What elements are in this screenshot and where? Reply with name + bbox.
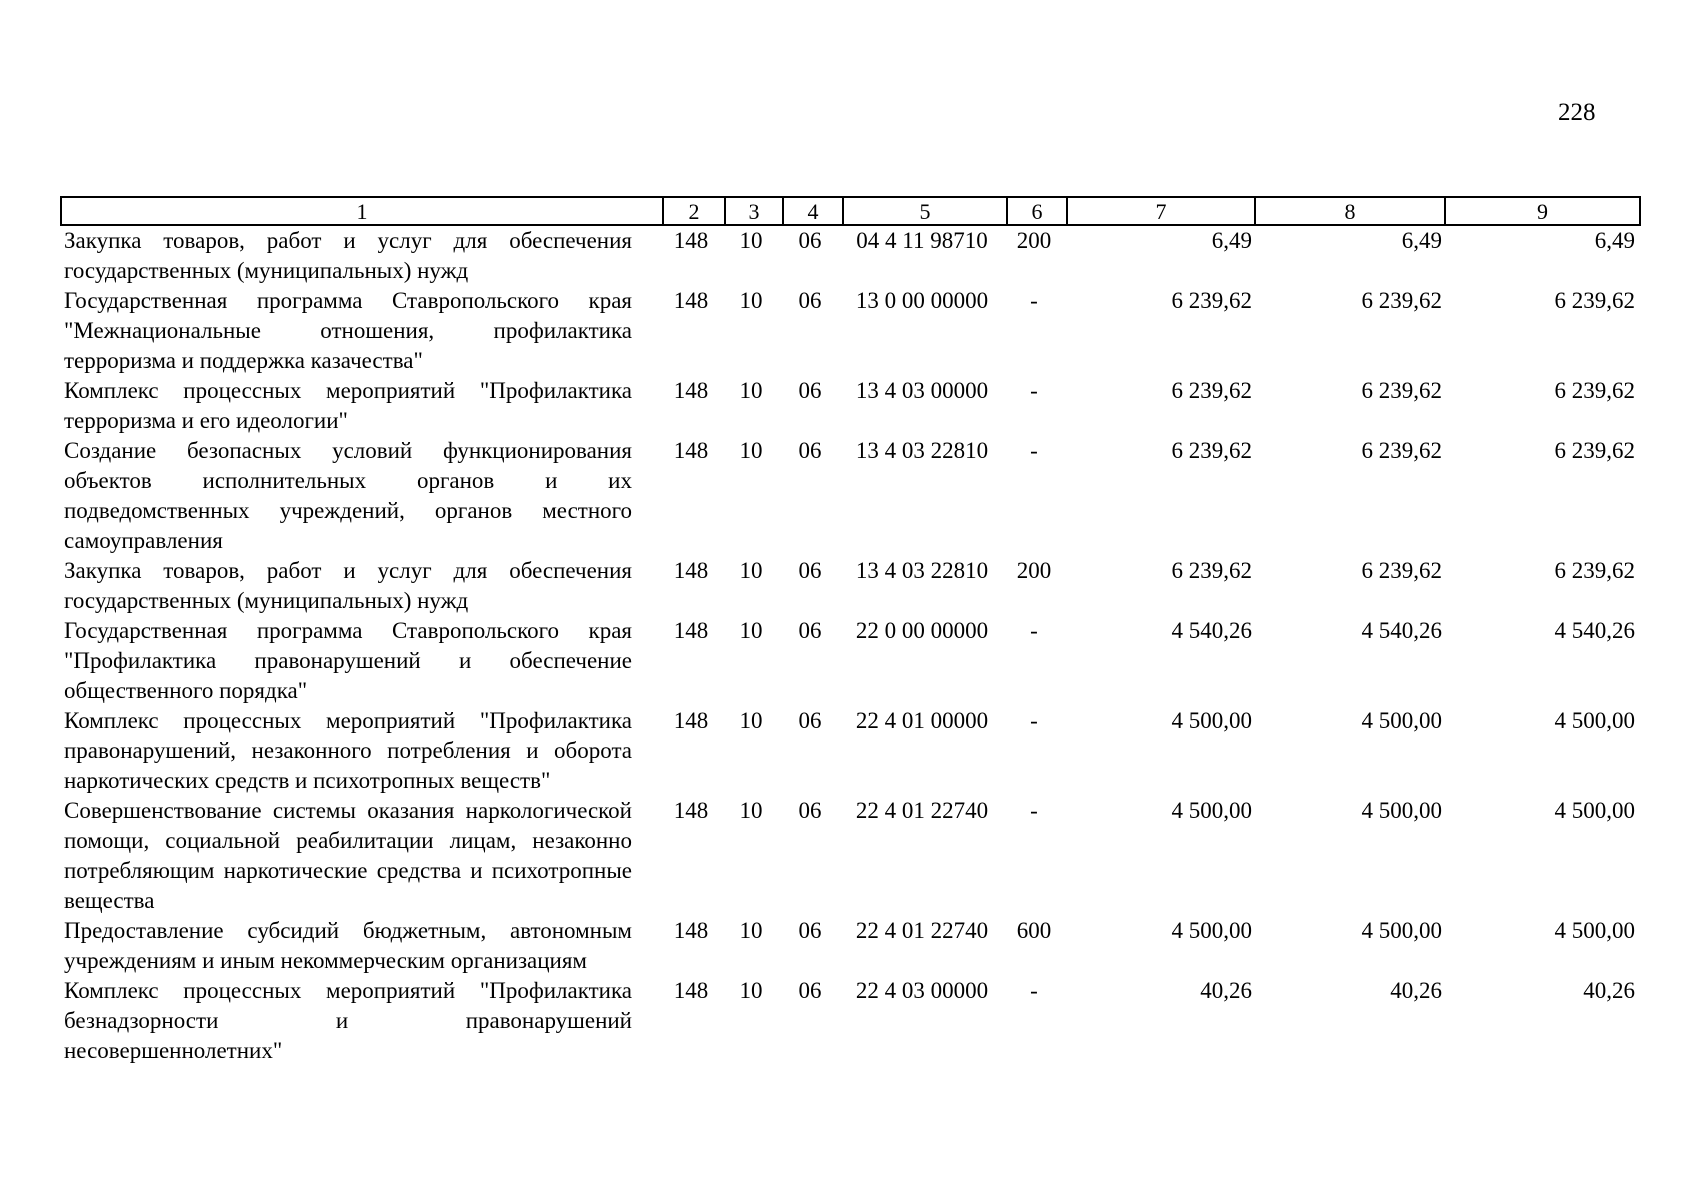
col-9-value: 6 239,62 [1554,438,1635,463]
col-2-value: 148 [673,378,709,403]
row-name: Комплекс процессных мероприятий "Профилактика правонарушений, незаконного потребления и оборота наркотических средств и психотропных веществ" [64,708,632,793]
table-row [60,376,1641,436]
col-9-value: 6,49 [1594,228,1635,253]
col-2-value: 148 [673,558,709,583]
col-9-value: 4 500,00 [1554,798,1635,823]
col-4-value: 06 [798,288,822,313]
col-9-value: 4 500,00 [1554,708,1635,733]
header-col-4: 4 [782,198,842,224]
table-row [60,226,1641,286]
col-8-value: 4 540,26 [1361,618,1442,643]
col-4-value: 06 [798,708,822,733]
col-5-value: 04 4 11 98710 [856,228,988,253]
col-5-value: 22 0 00 00000 [855,618,989,643]
col-3-value: 10 [739,978,763,1003]
col-8-value: 40,26 [1390,978,1442,1003]
col-2-value: 148 [673,618,709,643]
table-row [60,706,1641,796]
col-6-value: - [1030,978,1038,1003]
col-5-value: 13 4 03 22810 [855,438,989,463]
col-3-value: 10 [739,438,763,463]
table-row [60,556,1641,616]
col-4-value: 06 [798,378,822,403]
col-3-value: 10 [739,918,763,943]
col-7-value: 4 540,26 [1171,618,1252,643]
col-7-value: 6 239,62 [1171,558,1252,583]
col-9-value: 40,26 [1583,978,1635,1003]
col-7-value: 4 500,00 [1171,918,1252,943]
col-4-value: 06 [798,438,822,463]
header-col-8: 8 [1254,198,1444,224]
row-name: Создание безопасных условий функционирования объектов исполнительных органов и их подведомственных учреждений, органов местного самоуправления [64,438,632,553]
row-name: Закупка товаров, работ и услуг для обеспечения государственных (муниципальных) нужд [64,228,632,283]
col-6-value: - [1030,378,1038,403]
col-8-value: 4 500,00 [1361,918,1442,943]
col-9-value: 4 500,00 [1554,918,1635,943]
header-col-1: 1 [356,199,368,224]
col-4-value: 06 [798,618,822,643]
col-2-value: 148 [673,978,709,1003]
table-header-row [60,196,1641,226]
table-row [60,976,1641,1066]
col-8-value: 6 239,62 [1361,438,1442,463]
col-4-value: 06 [798,228,822,253]
col-3-value: 10 [739,708,763,733]
col-7-value: 40,26 [1200,978,1252,1003]
row-name: Комплекс процессных мероприятий "Профилактика терроризма и его идеологии" [64,378,632,433]
col-8-value: 4 500,00 [1361,798,1442,823]
table-row [60,616,1641,706]
col-2-value: 148 [673,228,709,253]
col-6-value: - [1030,798,1038,823]
col-3-value: 10 [739,798,763,823]
col-6-value: - [1030,288,1038,313]
col-3-value: 10 [739,378,763,403]
col-9-value: 4 540,26 [1554,618,1635,643]
table-row [60,286,1641,376]
header-col-7: 7 [1066,198,1254,224]
budget-table [60,196,1641,1066]
table-body [60,226,1641,1066]
col-4-value: 06 [798,918,822,943]
row-name: Закупка товаров, работ и услуг для обеспечения государственных (муниципальных) нужд [64,558,632,613]
col-6-value: - [1030,708,1038,733]
col-7-value: 6 239,62 [1171,438,1252,463]
row-name: Совершенствование системы оказания наркологической помощи, социальной реабилитации лицам, незаконно потребляющим наркотические средства и психотропные вещества [64,798,632,913]
header-col-9: 9 [1444,198,1639,224]
col-3-value: 10 [739,228,763,253]
col-9-value: 6 239,62 [1554,288,1635,313]
col-7-value: 6 239,62 [1171,288,1252,313]
col-8-value: 6 239,62 [1361,378,1442,403]
row-name: Предоставление субсидий бюджетным, автономным учреждениям и иным некоммерческим организациям [64,918,632,973]
col-2-value: 148 [673,438,709,463]
col-7-value: 4 500,00 [1171,798,1252,823]
table-row [60,916,1641,976]
header-col-3: 3 [724,198,782,224]
col-5-value: 13 4 03 22810 [855,558,989,583]
col-6-value: 600 [1016,918,1052,943]
col-8-value: 6 239,62 [1361,558,1442,583]
col-3-value: 10 [739,288,763,313]
col-8-value: 6 239,62 [1361,288,1442,313]
table-row [60,436,1641,556]
col-9-value: 6 239,62 [1554,378,1635,403]
row-name: Комплекс процессных мероприятий "Профилактика безнадзорности и правонарушений несовершеннолетних" [64,978,632,1063]
col-6-value: - [1030,618,1038,643]
col-2-value: 148 [673,708,709,733]
col-5-value: 13 4 03 00000 [855,378,989,403]
row-name: Государственная программа Ставропольского края "Межнациональные отношения, профилактика терроризма и поддержка казачества" [64,288,632,373]
col-9-value: 6 239,62 [1554,558,1635,583]
col-8-value: 4 500,00 [1361,708,1442,733]
header-col-2: 2 [662,198,724,224]
col-7-value: 4 500,00 [1171,708,1252,733]
col-4-value: 06 [798,558,822,583]
col-2-value: 148 [673,798,709,823]
page-number: 228 [1558,99,1596,126]
col-6-value: 200 [1016,558,1052,583]
col-5-value: 22 4 01 00000 [855,708,989,733]
header-col-6: 6 [1006,198,1066,224]
col-5-value: 13 0 00 00000 [855,288,989,313]
col-7-value: 6 239,62 [1171,378,1252,403]
col-5-value: 22 4 01 22740 [855,798,989,823]
row-name: Государственная программа Ставропольского края "Профилактика правонарушений и обеспечение общественного порядка" [64,618,632,703]
col-8-value: 6,49 [1401,228,1442,253]
table-row [60,796,1641,916]
col-5-value: 22 4 01 22740 [855,918,989,943]
col-4-value: 06 [798,978,822,1003]
col-5-value: 22 4 03 00000 [855,978,989,1003]
header-col-5: 5 [842,198,1006,224]
col-6-value: - [1030,438,1038,463]
col-4-value: 06 [798,798,822,823]
col-6-value: 200 [1016,228,1052,253]
col-2-value: 148 [673,288,709,313]
col-3-value: 10 [739,618,763,643]
col-7-value: 6,49 [1211,228,1252,253]
col-2-value: 148 [673,918,709,943]
col-3-value: 10 [739,558,763,583]
